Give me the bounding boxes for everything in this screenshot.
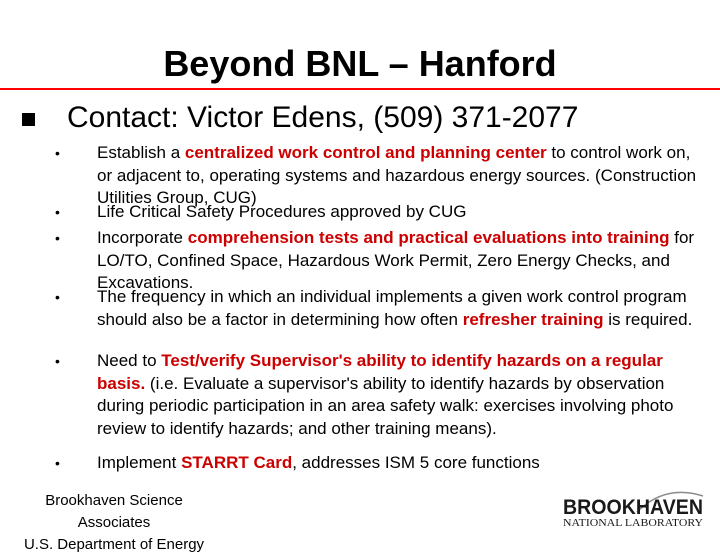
footer-line-1: Brookhaven Science	[45, 492, 183, 509]
footer-line-3: U.S. Department of Energy	[23, 536, 205, 553]
brookhaven-logo	[555, 490, 710, 535]
bullet-item	[97, 142, 702, 210]
bullet-item	[97, 286, 702, 331]
highlight-text: STARRT Card	[181, 453, 293, 472]
highlight-text: comprehension tests and practical evaluations into training	[187, 228, 670, 247]
bullet-item	[97, 227, 702, 295]
bullet-dot-icon: •	[55, 353, 60, 369]
bullet-text: for LO/TO, Confined Space, Hazardous Work Permit, Zero Energy Checks, and Excavations.	[97, 228, 695, 292]
contact-line: Contact: Victor Edens, (509) 371-2077	[67, 101, 579, 134]
highlight-text: Test/verify Supervisor's ability to identify hazards on a regular basis.	[97, 351, 663, 393]
bullet-item	[97, 350, 702, 440]
bullet-text: Incorporate	[97, 228, 188, 247]
bullet-dot-icon: •	[55, 145, 60, 161]
bullet-dot-icon: •	[55, 455, 60, 471]
bullet-dot-icon: •	[55, 230, 60, 246]
highlight-text: refresher training	[462, 309, 604, 329]
title-rule	[0, 88, 720, 90]
bullet-text: , addresses ISM 5 core functions	[292, 453, 540, 472]
logo-subtitle: NATIONAL LABORATORY	[563, 518, 703, 529]
footer-line-2: Associates	[77, 514, 151, 531]
bullet-text: is required.	[603, 309, 693, 329]
bullet-dot-icon: •	[55, 204, 60, 220]
bullet-text: The frequency in which an individual implements a given work control program should also be a factor in determining how often	[97, 287, 687, 329]
brookhaven-logo-graphic	[555, 490, 710, 530]
bullet-text: (i.e. Evaluate a supervisor's ability to identify hazards by observation during periodic participation in an area safety walk: exercises involving photo review to identify hazards; and other training means).	[97, 373, 674, 438]
square-bullet-icon	[22, 113, 35, 126]
bullet-item	[97, 201, 702, 224]
bullet-text: Establish a	[97, 143, 185, 162]
slide-title: Beyond BNL – Hanford	[163, 43, 557, 84]
bullet-item	[97, 452, 702, 475]
logo-wordmark: BROOKHAVEN	[563, 496, 703, 519]
bullet-dot-icon: •	[55, 289, 60, 305]
bullet-text: Implement	[97, 453, 182, 472]
highlight-text: centralized work control and planning center	[184, 143, 547, 162]
bullet-text: Need to	[97, 351, 162, 370]
footer-org	[0, 490, 228, 556]
bullet-text: to control work on, or adjacent to, operating systems and hazardous energy sources. (Construction Utilities Group, CUG)	[97, 143, 697, 207]
bullet-text: Life Critical Safety Procedures approved by CUG	[97, 202, 467, 221]
